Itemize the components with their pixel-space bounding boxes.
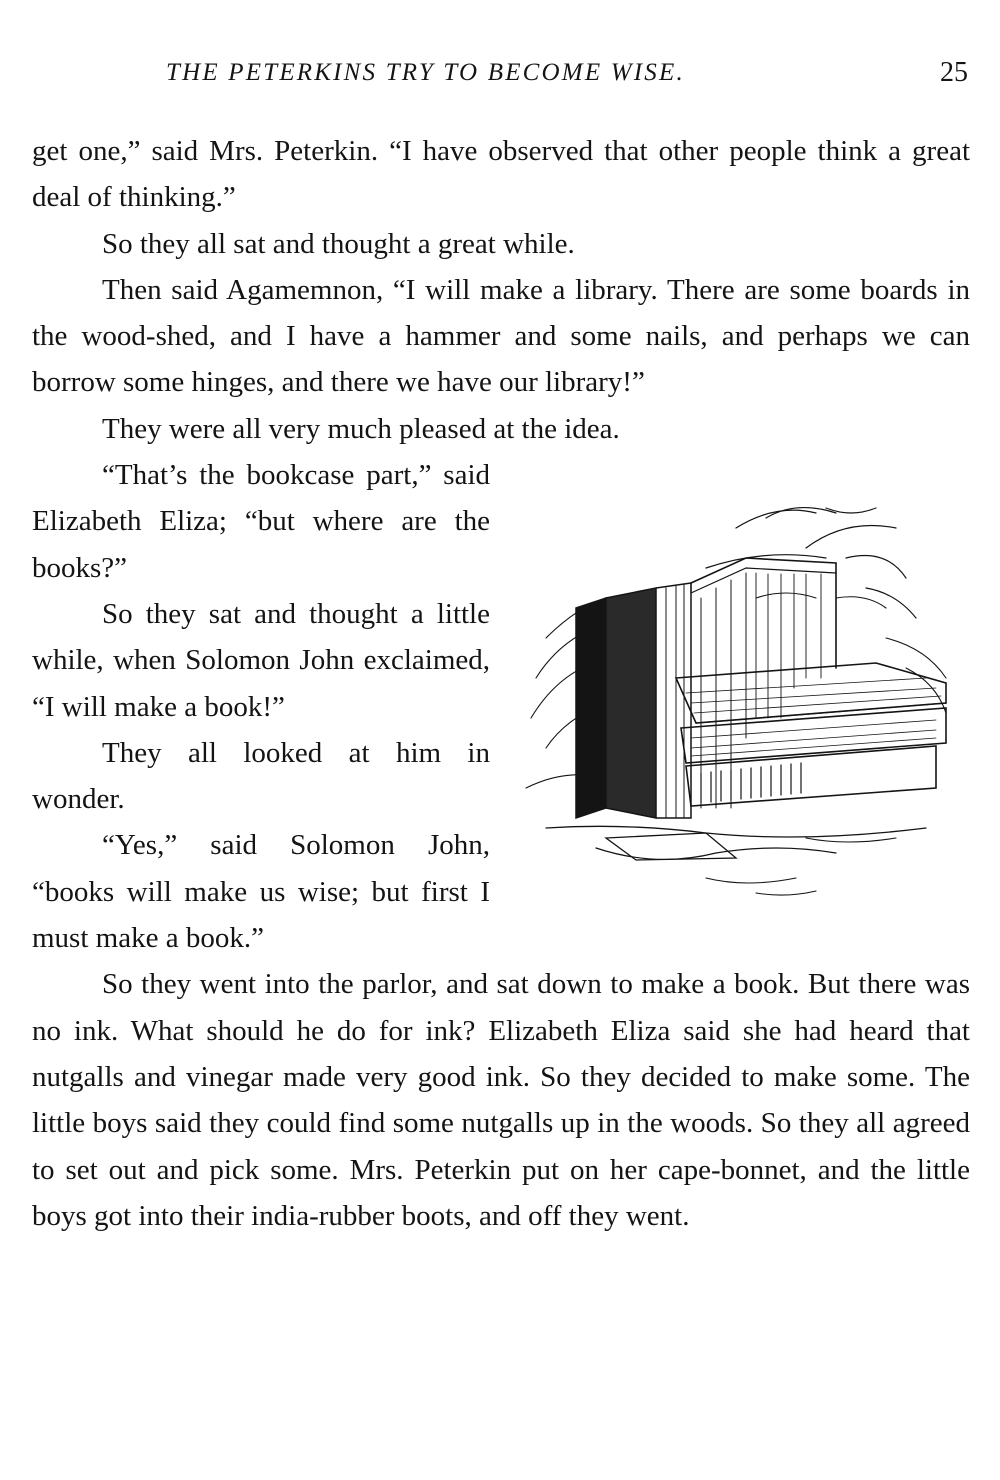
paragraph-1: get one,” said Mrs. Peterkin. “I have observed that other people think a great deal of thinking.” (32, 135, 970, 214)
running-head (0, 56, 1000, 90)
paragraph-2: So they all sat and thought a great while. (102, 227, 575, 260)
page-number: 25 (940, 57, 968, 88)
paragraph-8: “Yes,” said Solomon John, “books will make us wise; but first I must make a book.” (32, 829, 490, 955)
running-title: THE PETERKINS TRY TO BECOME WISE. (166, 59, 685, 86)
paragraph-5: “That’s the bookcase part,” said Elizabeth Eliza; “but where are the books?” (32, 459, 490, 584)
paragraph-6: So they sat and thought a little while, when Solomon John exclaimed, “I will make a book!” (32, 597, 490, 723)
books-illustration (506, 488, 976, 906)
stack-of-books-engraving-icon (506, 488, 976, 906)
paragraph-4: They were all very much pleased at the idea. (102, 412, 620, 445)
paragraph-9: So they went into the parlor, and sat down to make a book. But there was no ink. What should he do for ink? Elizabeth Eliza said she had heard that nutgalls and vinegar made very good ink. So they decided to make some. The little boys said they could find some nutgalls up in the woods. So they all agreed to set out and pick some. Mrs. Peterkin put on her cape-bonnet, and the little boys got into their india-rubber boots, and off they went. (32, 968, 970, 1232)
body-text (32, 128, 970, 1239)
paragraph-7: They all looked at him in wonder. (32, 736, 490, 816)
paragraph-3: Then said Agamemnon, “I will make a library. There are some boards in the wood-shed, and I have a hammer and some nails, and perhaps we can borrow some hinges, and there we have our library!” (32, 273, 970, 399)
